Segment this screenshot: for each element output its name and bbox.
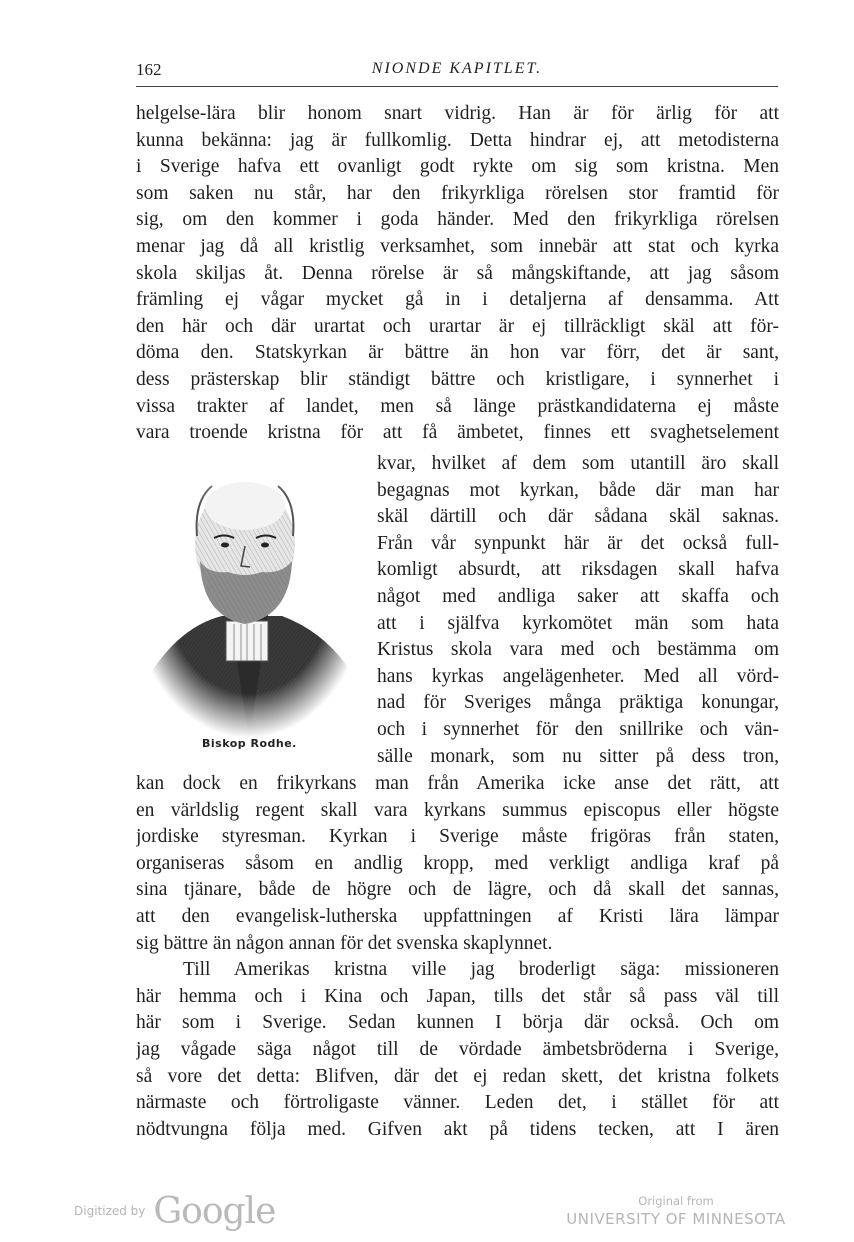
text-line: organiseras såsom en andlig kropp, med verkligt andliga kraf på: [136, 852, 779, 874]
text-line: jordiske styresman. Kyrkan i Sverige måste frigöras från staten,: [136, 826, 779, 848]
university-label: UNIVERSITY OF MINNESOTA: [566, 1210, 786, 1228]
original-from-label: Original from: [638, 1194, 714, 1208]
text-line: i Sverige hafva ett ovanligt godt rykte om sig som kristna. Men: [136, 156, 779, 178]
text-line: helgelse-lära blir honom snart vidrig. Han är för ärlig för att: [136, 103, 779, 124]
text-line: en världslig regent skall vara kyrkans summus episcopus eller högste: [136, 799, 779, 821]
text-line: döma den. Statskyrkan är bättre än hon var förr, det är sant,: [136, 342, 779, 364]
text-line: kunna bekänna: jag är fullkomlig. Detta hindrar ej, att metodisterna: [136, 129, 779, 151]
text-line: att den evangelisk-lutherska uppfattningen af Kristi lära lämpar: [136, 905, 779, 927]
text-line: närmaste och förtroligaste vänner. Leden det, i stället för att: [136, 1092, 779, 1114]
figure-caption: Biskop Rodhe.: [202, 737, 297, 750]
text-line: något med andliga saker att skaffa och: [377, 585, 779, 607]
text-line: vara troende kristna för att få ämbetet, finnes ett svaghetselement: [136, 422, 779, 444]
text-line: som saken nu står, har den frikyrkliga rörelsen stor framtid för: [136, 182, 779, 204]
page-header: [136, 60, 778, 87]
text-line: nad för Sveriges många präktiga konungar,: [377, 692, 779, 714]
text-line: begagnas mot kyrkan, både där man har: [377, 479, 779, 501]
text-line: främling ej vågar mycket gå in i detaljerna af densamma. Att: [136, 289, 779, 311]
text-line: hans kyrkas angelägenheter. Med all vörd-: [377, 665, 779, 687]
body-text-top: [136, 101, 779, 447]
digitized-by-label: Digitized by: [74, 1204, 146, 1218]
body-text-beside-figure: [377, 451, 779, 770]
text-line: Kristus skola vara med och bestämma om: [377, 639, 779, 661]
paragraph-end-line: sig bättre än någon annan för det svenska skaplynnet.: [136, 932, 553, 954]
text-line: skola skiljas åt. Denna rörelse är så mångskiftande, att jag såsom: [136, 262, 779, 284]
bishop-portrait-icon: [142, 466, 356, 738]
text-line: sälle monark, som nu sitter på dess tron,: [377, 745, 779, 767]
original-from-watermark: [560, 1194, 792, 1228]
page-number: 162: [136, 60, 162, 79]
text-line: den här och där urartat och urartar är ej tillräckligt skäl att för-: [136, 315, 779, 337]
text-line: att i själfva kyrkomötet män som hata: [377, 612, 779, 634]
text-line: kan dock en frikyrkans man från Amerika icke anse det rätt, att: [136, 773, 779, 794]
text-line: vissa trakter af landet, men så länge prästkandidaterna ej måste: [136, 395, 779, 417]
text-line: kvar, hvilket af dem som utantill äro skall: [377, 453, 779, 474]
text-line: menar jag då all kristlig verksamhet, som innebär att stat och kyrka: [136, 235, 779, 257]
text-line: så vore det detta: Blifven, där det ej redan skett, det kristna folkets: [136, 1065, 779, 1087]
google-logo: Google: [153, 1190, 276, 1232]
body-text-bottom: [136, 771, 779, 1143]
text-line: sig, om den kommer i goda händer. Med den frikyrkliga rörelsen: [136, 209, 779, 231]
digitized-by-watermark: [74, 1186, 275, 1236]
text-line: jag vågade säga något till de vördade ämbetsbröderna i Sverige,: [136, 1038, 779, 1060]
text-line: sina tjänare, både de högre och de lägre, och då skall det sannas,: [136, 879, 779, 901]
text-line: Från vår synpunkt här är det också full-: [377, 532, 779, 554]
running-head: NIONDE KAPITLET.: [371, 60, 543, 77]
text-line: nödtvungna följa med. Gifven akt på tidens tecken, att I ären: [136, 1118, 779, 1140]
text-line: och i synnerhet för den snillrike och vän-: [377, 718, 779, 740]
text-line: skäl därtill och där sådana skäl saknas.: [377, 506, 779, 528]
text-line: här som i Sverige. Sedan kunnen I börja där också. Och om: [136, 1012, 779, 1034]
paragraph-start-line: Till Amerikas kristna ville jag broderligt säga: missioneren: [183, 959, 779, 981]
text-line: komligt absurdt, att riksdagen skall hafva: [377, 559, 779, 581]
text-line: här hemma och i Kina och Japan, tills det står så pass väl till: [136, 985, 779, 1007]
text-line: dess prästerskap blir ständigt bättre och kristligare, i synnerhet i: [136, 368, 779, 390]
